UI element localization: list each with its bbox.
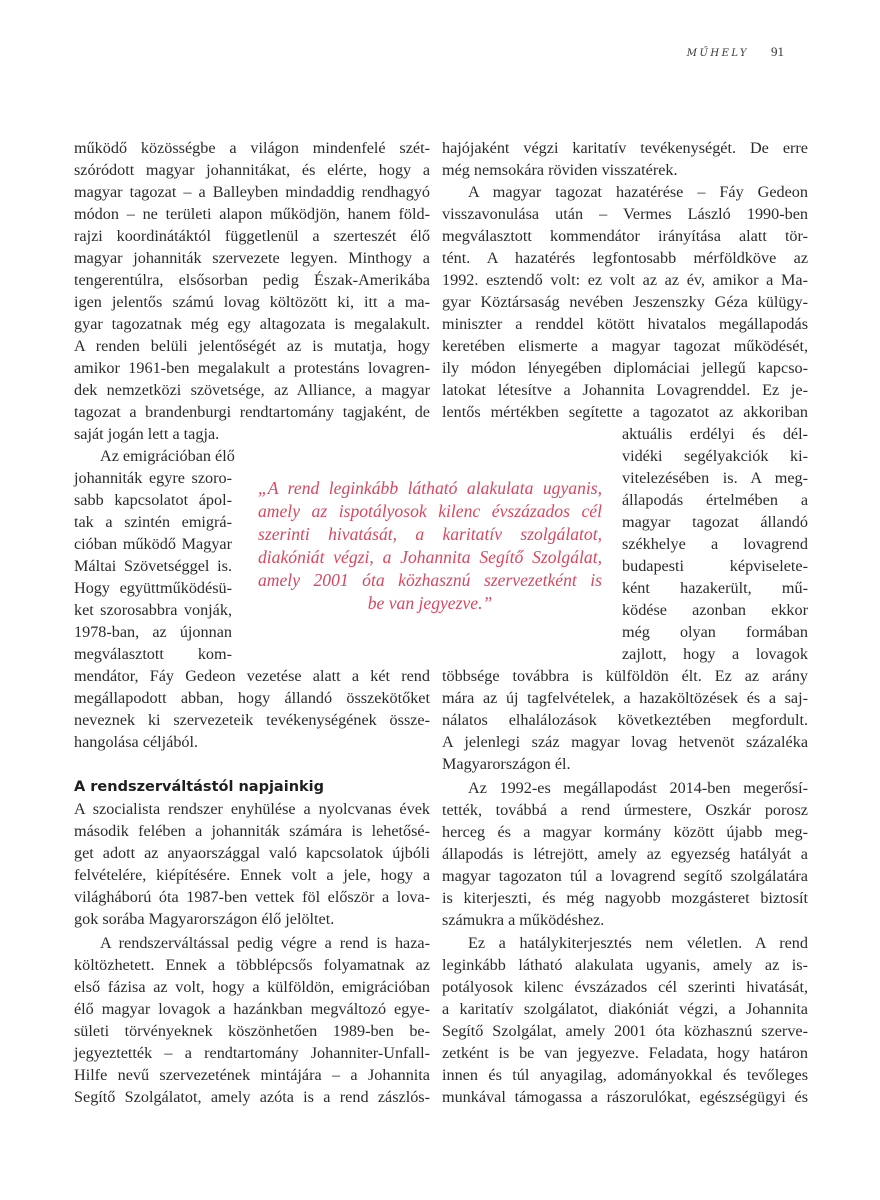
text-line: hajójaként végzi karitatív tevékenységét. De erre — [442, 139, 808, 157]
text-line: többsége továbbra is külföldön élt. Ez az arány — [442, 667, 808, 685]
text-line: magyar johanniták szervezete legyen. Minthogy a — [74, 249, 430, 267]
text-line: miniszter a renddel kötött hivatalos megállapodás — [442, 315, 808, 333]
pull-quote-line: amely az ispotályosok kilenc évszázados cél — [258, 501, 602, 521]
text-line: A jelenlegi száz magyar lovag hetvenöt százaléka — [442, 733, 808, 751]
text-line: megállapodott abban, hogy állandó összekötőket — [74, 689, 430, 707]
running-head — [687, 44, 784, 60]
text-line: Az 1992-es megállapodást 2014-ben megerősí- — [468, 779, 808, 797]
text-line: Máltai Szövetséggel is. — [74, 557, 232, 575]
text-line: budapesti képviselete- — [622, 557, 808, 575]
text-line: latokat létesítve a Johannita Lovagrenddel. Ez je- — [442, 381, 808, 399]
page-number: 91 — [771, 44, 784, 59]
text-line: magyar tagozaton túl a lovagrend segítő szolgálatára — [442, 867, 808, 885]
text-line: tént. A hazatérés legfontosabb mérföldköve az — [442, 249, 808, 267]
text-line: ködése azonban ekkor — [622, 601, 808, 619]
text-line: Ez a hatálykiterjesztés nem véletlen. A rend — [468, 934, 808, 952]
text-line: zetként is be van jegyezve. Feladata, hogy határon — [442, 1044, 808, 1062]
text-line: ily módon lényegében diplomáciai jellegű kapcso- — [442, 359, 808, 377]
pull-quote-line: „A rend leginkább látható alakulata ugyanis, — [258, 478, 602, 498]
text-line: jegyeztették – a rendtartomány Johanniter-Unfall- — [74, 1044, 430, 1062]
text-line: Hilfe nevű szervezetének mintájára – a Johannita — [74, 1066, 430, 1084]
text-line: gyar Köztársaság nevében Jeszenszky Géza külügy- — [442, 293, 808, 311]
pull-quote-line: amely 2001 óta közhasznú szervezetként is — [258, 570, 602, 590]
text-line: Segítő Szolgálatot, amely azóta is a rend zászlós- — [74, 1088, 430, 1106]
text-line: potályosok kilenc évszázados cél szerinti hivatását, — [442, 978, 808, 996]
text-line: tették, továbbá a rend úrmestere, Oszkár porosz — [442, 801, 808, 819]
text-line: magyar tagozat – a Balleyben mindaddig rendhagyó — [74, 183, 430, 201]
text-line: munkával támogassa a rászorulókat, egészségügyi és — [442, 1088, 808, 1106]
text-line: költözhetett. Ennek a többlépcsős folyamatnak az — [74, 956, 430, 974]
text-line: herceg és a magyar kormány között újabb meg- — [442, 823, 808, 841]
text-line: rajzi koordinátáktól függetlenül a szerteszét élő — [74, 227, 430, 245]
text-line: 1978-ban, az újonnan — [74, 623, 232, 641]
text-line: világháború óta 1987-ben vettek föl először a lova- — [74, 888, 430, 906]
text-line: neveznek ki szervezeteik tevékenységének össze- — [74, 711, 430, 729]
text-line: felvételére, kiépítésére. Ennek volt a jele, hogy a — [74, 866, 430, 884]
pull-quote-line: be van jegyezve.” — [367, 593, 493, 613]
text-line: mendátor, Fáy Gedeon vezetése alatt a két rend — [74, 667, 430, 685]
text-line: 1992. esztendő volt: ez volt az az év, amikor a Ma- — [442, 271, 808, 289]
text-line: is kiterjeszti, és még nagyobb mozgásteret biztosít — [442, 889, 808, 907]
text-line: aktuális erdélyi és dél- — [622, 425, 808, 443]
text-line: sületi törvényeknek köszönhetően 1989-ben be- — [74, 1022, 430, 1040]
text-line: gok sorába Magyarországon élő jelöltet. — [74, 910, 335, 928]
text-line: Hogy együttműködésü- — [74, 579, 232, 597]
text-line: leginkább látható alakulata ugyanis, amely az is- — [442, 956, 808, 974]
text-line: első fázisa az volt, hogy a külföldön, emigrációban — [74, 978, 430, 996]
text-line: saját jogán lett a tagja. — [74, 425, 220, 443]
text-line: második felében a johanniták számára is lehetősé- — [74, 822, 430, 840]
text-line: zajlott, hogy a lovagok — [622, 645, 808, 663]
text-line: Az emigrációban élő — [100, 447, 235, 465]
pull-quote-line: szerinti hivatását, a karitatív szolgálatot, — [258, 524, 602, 544]
text-line: Segítő Szolgálat, amely 2001 óta közhasznú szerve- — [442, 1022, 808, 1040]
text-line: tagozat a brandenburgi rendtartomány tagjaként, de — [74, 403, 430, 421]
text-line: állapodás is létrejött, amely az egyezség hatályát a — [442, 845, 808, 863]
text-line: mára az új tagfelvételek, a hazaköltözések és a saj- — [442, 689, 808, 707]
text-line: számukra a működéshez. — [442, 911, 605, 929]
text-line: johanniták egyre szoro- — [74, 469, 232, 487]
pull-quote-line: diakóniát végzi, a Johannita Segítő Szolgálat, — [258, 547, 602, 567]
text-line: tak a szintén emigrá- — [74, 513, 232, 531]
text-line: megválasztott kom- — [74, 645, 232, 663]
text-line: a karitatív szolgálatot, diakóniát végzi, a Johannita — [442, 1000, 808, 1018]
text-line: innen és túl anyagilag, adományokkal és tevőleges — [442, 1066, 808, 1084]
text-line: igen jelentős számú lovag költözött ki, itt a ma- — [74, 293, 430, 311]
text-line: lentős mértékben segítette a tagozatot az akkoriban — [442, 403, 808, 421]
section-title: MŰHELY — [686, 48, 749, 59]
text-line: gyar tagozatnak még egy altagozata is megalakult. — [74, 315, 430, 333]
text-line: vidéki segélyakciók ki- — [622, 447, 808, 465]
text-line: megválasztott kommendátor irányítása alatt tör- — [442, 227, 808, 245]
text-line: székhelye a lovagrend — [622, 535, 808, 553]
text-line: élő magyar lovagok a hazánkban megváltozó egye- — [74, 1000, 430, 1018]
text-line: A magyar tagozat hazatérése – Fáy Gedeon — [468, 183, 808, 201]
text-line: vitelezésében is. A meg- — [622, 469, 808, 487]
text-line: A rendszerváltással pedig végre a rend is haza- — [100, 934, 430, 952]
text-line: ként hazakerült, mű- — [622, 579, 808, 597]
text-line: tengerentúlra, elsősorban pedig Észak-Amerikába — [74, 271, 430, 289]
text-line: szóródott magyar johannitákat, és elérte, hogy a — [74, 161, 430, 179]
section-heading: A rendszerváltástól napjainkig — [74, 779, 325, 795]
text-line: még olyan formában — [622, 623, 808, 641]
text-line: nálatos elhalálozások következtében megfordult. — [442, 711, 808, 729]
text-line: dek nemzetközi szövetsége, az Alliance, a magyar — [74, 381, 430, 399]
text-line: ket szorosabbra vonják, — [74, 601, 232, 619]
text-line: get adott az anyaországgal való kapcsolatok újbóli — [74, 844, 430, 862]
text-line: módon – ne területi alapon működjön, hanem föld- — [74, 205, 430, 223]
text-line: A szocialista rendszer enyhülése a nyolcvanas évek — [74, 800, 430, 818]
text-line: keretében elismerte a magyar tagozat működését, — [442, 337, 808, 355]
text-line: magyar tagozat állandó — [622, 513, 808, 531]
text-line: A renden belüli jelentőségét az is mutatja, hogy — [74, 337, 430, 355]
text-line: visszavonulása után – Vermes László 1990-ben — [442, 205, 808, 223]
text-line: működő közösségbe a világon mindenfelé szét- — [74, 139, 430, 157]
text-line: Magyarországon él. — [442, 755, 571, 773]
text-line: állapodás értelmében a — [622, 491, 808, 509]
text-line: hangolása céljából. — [74, 733, 199, 751]
text-line: még nemsokára röviden visszatérek. — [442, 161, 678, 179]
text-line: amikor 1961-ben megalakult a protestáns lovagren- — [74, 359, 430, 377]
text-line: sabb kapcsolatot ápol- — [74, 491, 232, 509]
text-line: cióban működő Magyar — [74, 535, 232, 553]
